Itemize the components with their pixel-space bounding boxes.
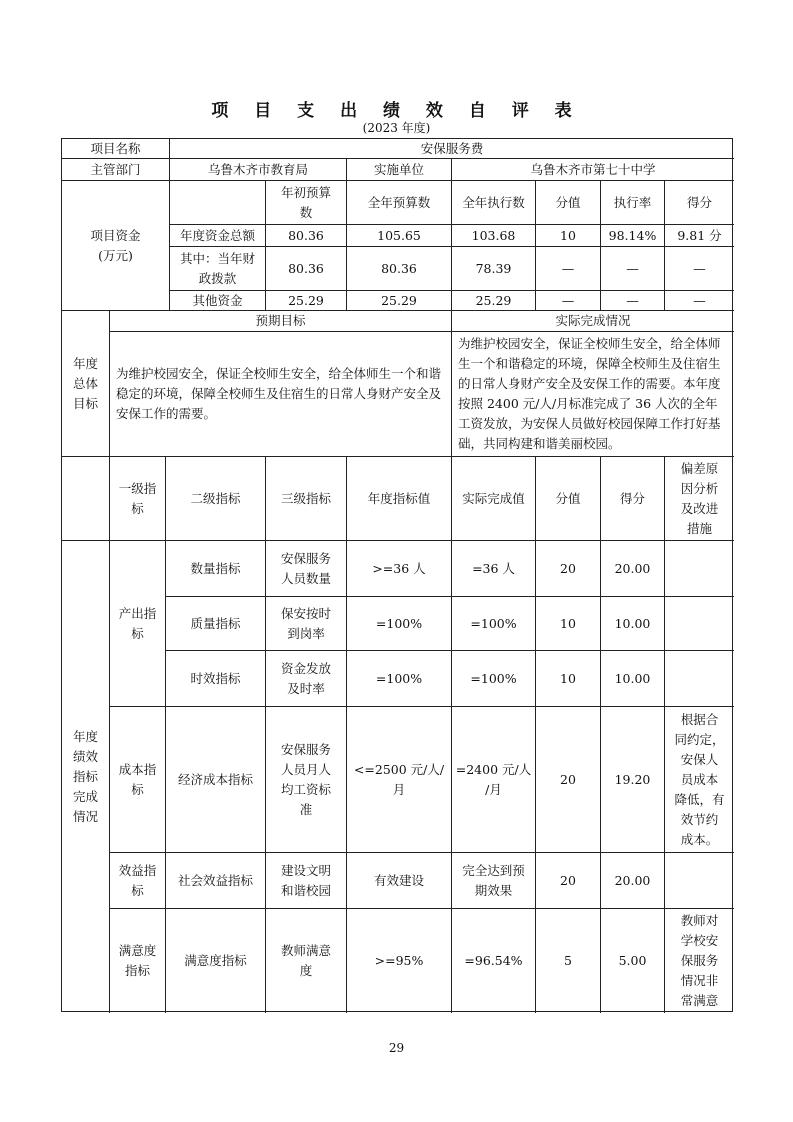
value-cell: 10 xyxy=(536,651,601,707)
funds-row-budget: 80.36 xyxy=(347,247,452,291)
funds-row-rate: — xyxy=(601,291,665,311)
expected-goal-header: 预期目标 xyxy=(110,311,452,332)
score-cell: 20.00 xyxy=(601,541,665,597)
note-cell: 根据合 同约定， 安保人 员成本 降低，有 效节约 成本。 xyxy=(665,707,734,853)
indicator-header-level1: 一级指 标 xyxy=(110,457,166,541)
level2-cell: 经济成本指标 xyxy=(166,707,266,853)
impl-unit-value: 乌鲁木齐市第七十中学 xyxy=(452,159,734,181)
actual-cell: =100% xyxy=(452,651,536,707)
dept-label: 主管部门 xyxy=(62,159,170,181)
target-cell: =100% xyxy=(347,597,452,651)
level2-cell: 数量指标 xyxy=(166,541,266,597)
level1-cost: 成本指 标 xyxy=(110,707,166,853)
target-cell: >=95% xyxy=(347,909,452,1013)
level3-cell: 教师满意 度 xyxy=(266,909,347,1013)
actual-cell: =36 人 xyxy=(452,541,536,597)
impl-unit-label: 实施单位 xyxy=(347,159,452,181)
target-cell: >=36 人 xyxy=(347,541,452,597)
page-title: 项 目 支 出 绩 效 自 评 表 xyxy=(211,101,582,121)
level3-cell: 建设文明 和谐校园 xyxy=(266,853,347,909)
funds-label: 项目资金 (万元) xyxy=(62,181,170,311)
level1-benefit: 效益指 标 xyxy=(110,853,166,909)
level3-cell: 资金发放 及时率 xyxy=(266,651,347,707)
funds-row-name: 其中：当年财 政拨款 xyxy=(170,247,266,291)
year-subtitle: (2023 年度) xyxy=(362,121,431,135)
funds-row-initial: 80.36 xyxy=(266,247,347,291)
funds-header-score: 得分 xyxy=(665,181,734,225)
funds-header-score-value: 分值 xyxy=(536,181,601,225)
funds-header-rate: 执行率 xyxy=(601,181,665,225)
funds-header-initial: 年初预算 数 xyxy=(266,181,347,225)
score-cell: 10.00 xyxy=(601,597,665,651)
score-cell: 19.20 xyxy=(601,707,665,853)
level2-cell: 社会效益指标 xyxy=(166,853,266,909)
level3-cell: 安保服务 人员月人 均工资标 准 xyxy=(266,707,347,853)
target-cell: 有效建设 xyxy=(347,853,452,909)
goals-label: 年度 总体 目标 xyxy=(62,311,110,457)
indicator-header-actual: 实际完成值 xyxy=(452,457,536,541)
indicators-label: 年度 绩效 指标 完成 情况 xyxy=(62,541,110,1013)
actual-goal-text: 为维护校园安全，保证全校师生安全，给全体师生一个和谐稳定的环境，保障全校师生及住宿生的日常人身财产安全及安保工作的需要。本年度按照 2400 元/人/月标准完成了 36 人次的全年工资发放，为安保人员做好校园保障工作打好基础，共同构建和谐美丽校园。 xyxy=(452,332,734,457)
funds-row-name: 年度资金总额 xyxy=(170,225,266,247)
note-cell xyxy=(665,597,734,651)
page-number: 29 xyxy=(388,1041,405,1055)
value-cell: 10 xyxy=(536,597,601,651)
funds-row-initial: 25.29 xyxy=(266,291,347,311)
funds-row-score-value: — xyxy=(536,247,601,291)
indicator-header-score: 得分 xyxy=(601,457,665,541)
actual-cell: =100% xyxy=(452,597,536,651)
funds-row-executed: 78.39 xyxy=(452,247,536,291)
level2-cell: 时效指标 xyxy=(166,651,266,707)
funds-row-executed: 25.29 xyxy=(452,291,536,311)
indicator-header-level3: 三级指标 xyxy=(266,457,347,541)
note-cell: 教师对 学校安 保服务 情况非 常满意 xyxy=(680,913,719,1008)
level3-cell: 安保服务 人员数量 xyxy=(266,541,347,597)
value-cell: 20 xyxy=(536,707,601,853)
funds-row-budget: 105.65 xyxy=(347,225,452,247)
indicator-header-target: 年度指标值 xyxy=(347,457,452,541)
funds-header-executed: 全年执行数 xyxy=(452,181,536,225)
expected-goal-text: 为维护校园安全，保证全校师生安全，给全体师生一个和谐稳定的环境，保障全校师生及住宿生的日常人身财产安全及安保工作的需要。 xyxy=(110,332,452,457)
funds-row-rate: 98.14% xyxy=(601,225,665,247)
target-cell: =100% xyxy=(347,651,452,707)
note-cell xyxy=(665,651,734,707)
score-cell: 10.00 xyxy=(601,651,665,707)
value-cell: 20 xyxy=(536,541,601,597)
funds-corner xyxy=(170,181,266,225)
funds-row-initial: 80.36 xyxy=(266,225,347,247)
value-cell: 5 xyxy=(536,909,601,1013)
level3-cell: 保安按时 到岗率 xyxy=(266,597,347,651)
funds-row-rate: — xyxy=(601,247,665,291)
funds-row-budget: 25.29 xyxy=(347,291,452,311)
score-cell: 5.00 xyxy=(601,909,665,1013)
level2-cell: 质量指标 xyxy=(166,597,266,651)
actual-cell: =96.54% xyxy=(452,909,536,1013)
indicator-header-note: 偏差原 因分析 及改进 措施 xyxy=(665,457,734,541)
level2-cell: 满意度指标 xyxy=(166,909,266,1013)
funds-row-executed: 103.68 xyxy=(452,225,536,247)
level1-output: 产出指 标 xyxy=(110,541,166,707)
funds-row-score-value: 10 xyxy=(536,225,601,247)
actual-cell: 完全达到预 期效果 xyxy=(452,853,536,909)
project-name-value: 安保服务费 xyxy=(170,139,734,159)
dept-value: 乌鲁木齐市教育局 xyxy=(170,159,347,181)
evaluation-table xyxy=(61,138,733,1012)
note-cell xyxy=(665,541,734,597)
funds-row-score: — xyxy=(665,247,734,291)
score-cell: 20.00 xyxy=(601,853,665,909)
indicator-header-blank xyxy=(62,457,110,541)
funds-row-score: 9.81 分 xyxy=(665,225,734,247)
actual-goal-header: 实际完成情况 xyxy=(452,311,734,332)
project-name-label: 项目名称 xyxy=(62,139,170,159)
level1-satisfaction: 满意度 指标 xyxy=(110,909,166,1013)
target-cell: <=2500 元/人/ 月 xyxy=(347,707,452,853)
funds-header-budget: 全年预算数 xyxy=(347,181,452,225)
funds-row-name: 其他资金 xyxy=(170,291,266,311)
indicator-header-value: 分值 xyxy=(536,457,601,541)
value-cell: 20 xyxy=(536,853,601,909)
note-cell xyxy=(665,853,734,909)
indicator-header-level2: 二级指标 xyxy=(166,457,266,541)
funds-row-score-value: — xyxy=(536,291,601,311)
funds-row-score: — xyxy=(665,291,734,311)
actual-cell: =2400 元/人 /月 xyxy=(452,707,536,853)
